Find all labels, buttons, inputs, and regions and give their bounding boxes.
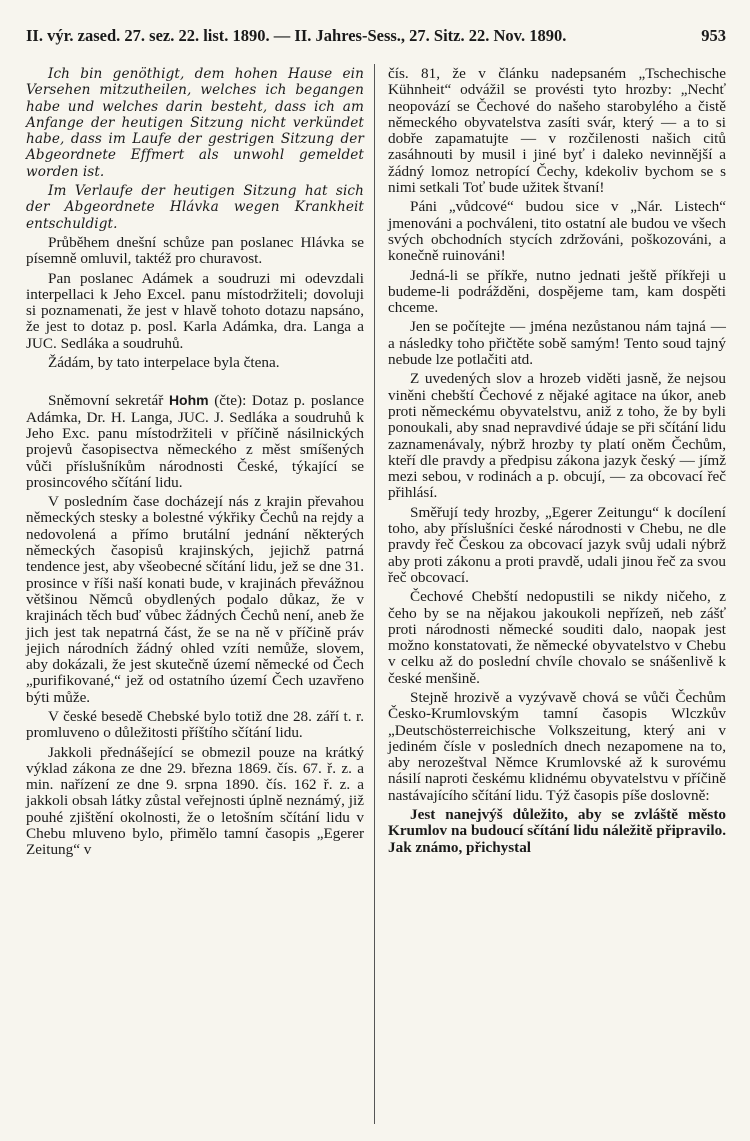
speaker-name: Hohm xyxy=(168,392,209,409)
spacer xyxy=(26,374,364,392)
paragraph: Pan poslanec Adámek a soudruzi mi odevzdali interpellaci k Jeho Excel. panu místodržiteli; dovoluji si poznamenati, že jest v hlavě tohoto dotazu napsáno, že jest to dotaz p. posl. Karla Adámka, dra. Langa a JUC. Sedláka a soudruhů. xyxy=(26,269,364,352)
paragraph xyxy=(26,392,364,491)
header-title: II. výr. zased. 27. sez. 22. list. 1890. — II. Jahres-Sess., 27. Sitz. 22. Nov. 1890. xyxy=(26,26,567,45)
speaker-text: (čte): Dotaz p. poslance Adámka, Dr. H. Langa, JUC. J. Sedláka a soudruhů k Jeho Exc. panu místodržiteli v příčině násilnických projevů časopisectva německého z měst smíšených vůči příslušníkům národnosti České, týkající se prosincového sčítání lidu. xyxy=(26,392,364,491)
paragraph: Jakkoli přednášející se obmezil pouze na krátký výklad zákona ze dne 29. března 1869. čís. 67. ř. z. a min. nařízení ze dne 9. srpna 1890. čís. 162 ř. z. a jakkoli obsah látky zůstal veřejnosti úplně neznámý, již pouhé zjištění okolnosti, že o letošním sčítání lidu v Chebu mluveno bylo, přimělo tamní časopis „Egerer Zeitung“ v xyxy=(26,743,364,859)
paragraph: Páni „vůdcové“ budou sice v „Nár. Listech“ jmenováni a pochváleni, tito ostatní ale budou ve všech svých obchodních stycích zdržováni, poškozováni, a konečně ruinováni! xyxy=(388,198,726,265)
paragraph: Jest nanejvýš důležito, aby se zvláště město Krumlov na budoucí sčítání lidu náležitě připravilo. Jak známo, přichystal xyxy=(388,806,726,856)
paragraph: Směřují tedy hrozby, „Egerer Zeitungu“ k docílení toho, aby příslušníci české národnosti v Chebu, ne dle pravdy řeč Českou za obcovací jazyk svůj udali nýbrž aby proti zákonu a proti pravdě, udali jinou řeč za svou řeč obcovací. xyxy=(388,503,726,586)
paragraph: Průběhem dnešní schůze pan poslanec Hlávka se písemně omluvil, taktéž pro churavost. xyxy=(26,233,364,268)
paragraph: Žádám, by tato interpelace byla čtena. xyxy=(48,354,280,372)
page-number: 953 xyxy=(701,26,726,45)
paragraph: čís. 81, že v článku nadepsaném „Tschechische Kühnheit“ odvážil se provésti tyto hrozby: „Nechť neopovází se Čechové do našeho starobylého a čistě německého obyvatelstva zasíti svár, který — a to si dobře zapamatujte — v rozčilenosti našich citů zasáhnouti by musil i jiné byť i daleko nevinnější a žádný lomoz netropící Čechy, kdekoliv bychom se s nimi setkali Toť bude užitek štvaní! xyxy=(388,65,726,197)
right-column xyxy=(388,66,726,859)
paragraph: V posledním čase docházejí nás z krajin převahou německých stesky a bolestné výkřiky Čechů na rejdy a nedovolená a přímo brutální jednání některých německých časopisů krajinských, jejichž patrná tendence jest, aby všeobecné sčítání lidu, jež se dne 31. prosince v říši naší konati bude, v krajinách převážnou většinou Němců obydlených podalo důkaz, že v krajinách těch buď vůbec žádných Čechů není, aneb že jich jest tak nepatrná část, že se na ně v příčině práv jejich národních žádný ohled vzíti nemůže, slovem, aby dokázali, že jest skutečně území německé od Čech „purifikované,“ jež od ostatního území Čech uzavřeno býti může. xyxy=(26,493,364,706)
paragraph: Im Verlaufe der heutigen Sitzung hat sich der Abgeordnete Hlávka wegen Krankheit entschuldigt. xyxy=(26,183,364,232)
paragraph: V české besedě Chebské bylo totiž dne 28. září t. r. promluveno o důležitosti příštího sčítání lidu. xyxy=(26,707,364,742)
speaker-role: Sněmovní sekretář xyxy=(48,392,164,410)
paragraph: Čechové Chebští nedopustili se nikdy ničeho, z čeho by se na nějakou jakoukoli nepřízeň, neb zášť proti národnosti německé souditi dalo, naopak jest možno konstatovati, že německé obyvatelstvo v Chebu v celku až do poslední chvíle chovalo se snášenlivě k české menšině. xyxy=(388,588,726,687)
column-divider xyxy=(374,64,375,1124)
paragraph: Jedná-li se příkře, nutno jednati ještě příkřeji u budeme-li podrážděni, dospějeme tam, kam dospěti chceme. xyxy=(388,266,726,317)
left-column xyxy=(26,66,364,862)
paragraph: Stejně hrozivě a vyzývavě chová se vůči Čechům Česko-Krumlovským tamní časopis Wlczkův „Deutschösterreichische Volkszeitung, který ani v jediném čísle v posledních dnech nezapomene na to, aby nerozeštval Němce Krumlovské až k surovému násilí naproti českému klidnému obyvatelstvu v příčině nastávajícího sčítání lidu. Týž časopis píše doslovně: xyxy=(388,688,726,804)
page-header xyxy=(26,18,726,54)
paragraph: Jen se počítejte — jména nezůstanou nám tajná — a následky toho přičtěte sobě samým! Tento soud tajný nebude lze potlačiti atd. xyxy=(388,318,726,369)
paragraph: Ich bin genöthigt, dem hohen Hause ein Versehen mitzutheilen, welches ich begangen habe und welches darin besteht, dass ich am Anfange der heutigen Sitzung nicht verkündet habe, dass im Laufe der gestrigen Sitzung der Abgeordnete Effmert als unwohl gemeldet worden ist. xyxy=(26,66,364,180)
paragraph: Z uvedených slov a hrozeb viděti jasně, že nejsou viněni chebští Čechové z nějaké agitace na úkor, aneb proti německému obyvatelstvu, aniž z toho, že by byli ponoukali, aby snad nepravdivé údaje se při sčítání lidu zaznamenávaly, nýbrž hrozby ty platí oněm Čechům, kteří dle pravdy a předpisu zákona jazyk český — jímž mezi sebou, v rodinách a p. obcují, — za obcovací řeč přihlásí. xyxy=(388,370,726,502)
